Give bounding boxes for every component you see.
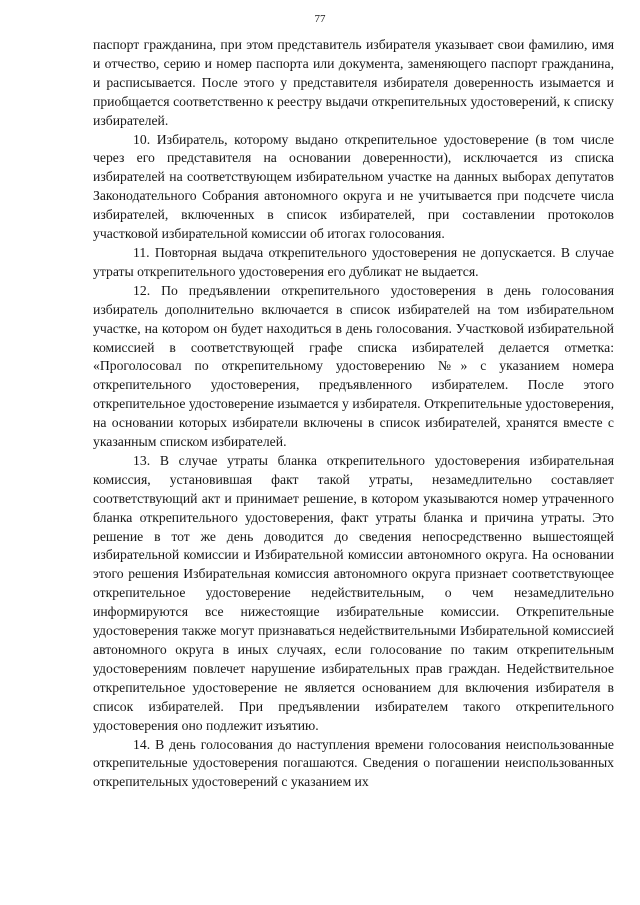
paragraph-continuation: паспорт гражданина, при этом представитель избирателя указывает свои фамилию, имя и отчество, серию и номер паспорта или документа, заменяющего паспорт гражданина, и расписывается. После этого у представителя избирателя доверенность изымается и приобщается соответственно к реестру выдачи открепительных удостоверений, к списку избирателей. (93, 37, 614, 128)
paragraph-12: 12. По предъявлении открепительного удостоверения в день голосования избиратель дополнительно включается в список избирателей на том избирательном участке, на котором он будет находиться в день голосования. Участковой избирательной комиссией в соответствующей графе списка избирателей делается отметка: «Проголосовал по открепительному удостоверению №» с указанием номера открепительного удостоверения, предъявленного избирателем. После этого открепительное удостоверение изымается у избирателя. Открепительные удостоверения, на основании которых избиратели включены в список избирателей, хранятся вместе с указанным списком избирателей. (93, 282, 614, 450)
paragraph-13: 13. В случае утраты бланка открепительного удостоверения избирательная комиссия, установившая факт такой утраты, незамедлительно составляет соответствующий акт и принимает решение, в котором указываются номер утраченного бланка открепительного удостоверения, факт утраты бланка и причина утраты. Это решение в тот же день доводится до сведения непосредственно вышестоящей избирательной комиссии и Избирательной комиссии автономного округа. На основании этого решения Избирательная комиссия автономного округа признает соответствующее открепительное удостоверение недействительным, о чем незамедлительно информируются все нижестоящие избирательные комиссии. Открепительные удостоверения также могут признаваться недействительными Избирательной комиссией автономного округа в иных случаях, если голосование по таким открепительным удостоверениям повлечет нарушение избирательных прав граждан. Недействительное открепительное удостоверение не является основанием для включения избирателя в список избирателей. При предъявлении избирателем такого открепительного удостоверения оно подлежит изъятию. (93, 452, 614, 733)
paragraph-10: 10. Избиратель, которому выдано открепительное удостоверение (в том числе через его представителя на основании доверенности), исключается из списка избирателей на соответствующем избирательном участке на данных выборах депутатов Законодательного Собрания автономного округа и не учитывается при подсчете числа избирателей, включенных в список избирателей, при составлении протоколов участковой избирательной комиссии об итогах голосования. (93, 131, 614, 242)
document-body (93, 36, 614, 792)
paragraph-11: 11. Повторная выдача открепительного удостоверения не допускается. В случае утраты открепительного удостоверения его дубликат не выдается. (93, 244, 614, 279)
paragraph-14: 14. В день голосования до наступления времени голосования неиспользованные открепительные удостоверения погашаются. Сведения о погашении неиспользованных открепительных удостоверений с указанием их (93, 736, 614, 790)
page-number: 77 (314, 13, 326, 25)
